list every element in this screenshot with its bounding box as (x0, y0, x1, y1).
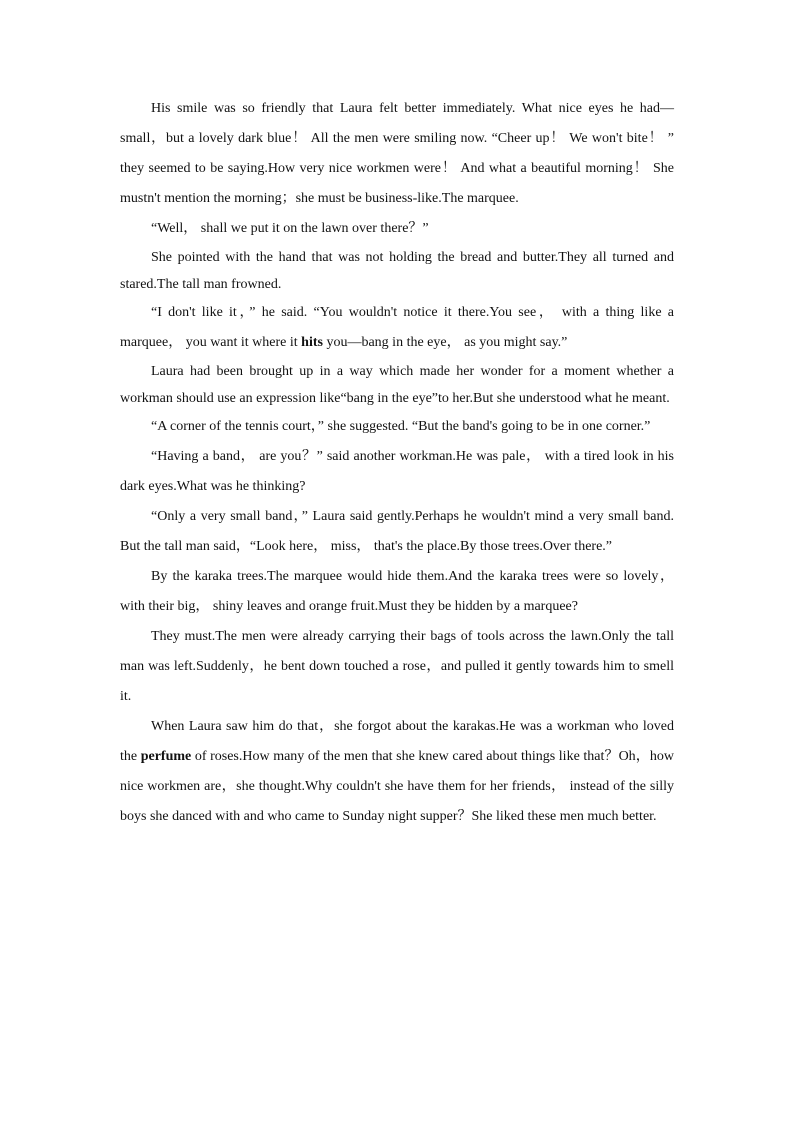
paragraph-7: “Having a band， are you？” said another workman.He was pale， with a tired look in his dark eyes.What was he thinking? (120, 449, 674, 494)
document-page (120, 94, 674, 832)
paragraph-11: When Laura saw him do that，she forgot about the karakas.He was a workman who loved the perfume of roses.How many of the men that she knew cared about things like that？Oh，how nice workmen are，she thought.Why couldn't she have them for her friends， instead of the silly boys she danced with and who came to Sunday night supper？She liked these men much better. (120, 719, 674, 824)
paragraph-5: Laura had been brought up in a way which made her wonder for a moment whether a workman should use an expression like“bang in the eye”to her.But she understood what he meant. (120, 364, 674, 406)
paragraph-6: “A corner of the tennis court，” she suggested. “But the band's going to be in one corner.” (151, 419, 651, 434)
paragraph-8: “Only a very small band，” Laura said gently.Perhaps he wouldn't mind a very small band. But the tall man said，“Look here， miss， that's the place.By those trees.Over there.” (120, 509, 674, 554)
paragraph-1: His smile was so friendly that Laura felt better immediately. What nice eyes he had—small，but a lovely dark blue！ All the men were smiling now. “Cheer up！ We won't bite！ ” they seemed to be saying.How very nice workmen were！ And what a beautiful morning！ She mustn't mention the morning；she must be business-like.The marquee. (120, 101, 674, 206)
paragraph-2: “Well， shall we put it on the lawn over there？” (151, 221, 429, 236)
paragraph-4: “I don't like it，” he said. “You wouldn't notice it there.You see， with a thing like a marquee， you want it where it hits you—bang in the eye， as you might say.” (120, 305, 674, 350)
bold-word-hits: hits (301, 335, 323, 350)
paragraph-9: By the karaka trees.The marquee would hide them.And the karaka trees were so lovely， with their big， shiny leaves and orange fruit.Must they be hidden by a marquee? (120, 569, 674, 614)
paragraph-3: She pointed with the hand that was not holding the bread and butter.They all turned and stared.The tall man frowned. (120, 250, 674, 292)
bold-word-perfume: perfume (140, 749, 192, 764)
paragraph-10: They must.The men were already carrying their bags of tools across the lawn.Only the tall man was left.Suddenly，he bent down touched a rose，and pulled it gently towards him to smell it. (120, 629, 674, 704)
